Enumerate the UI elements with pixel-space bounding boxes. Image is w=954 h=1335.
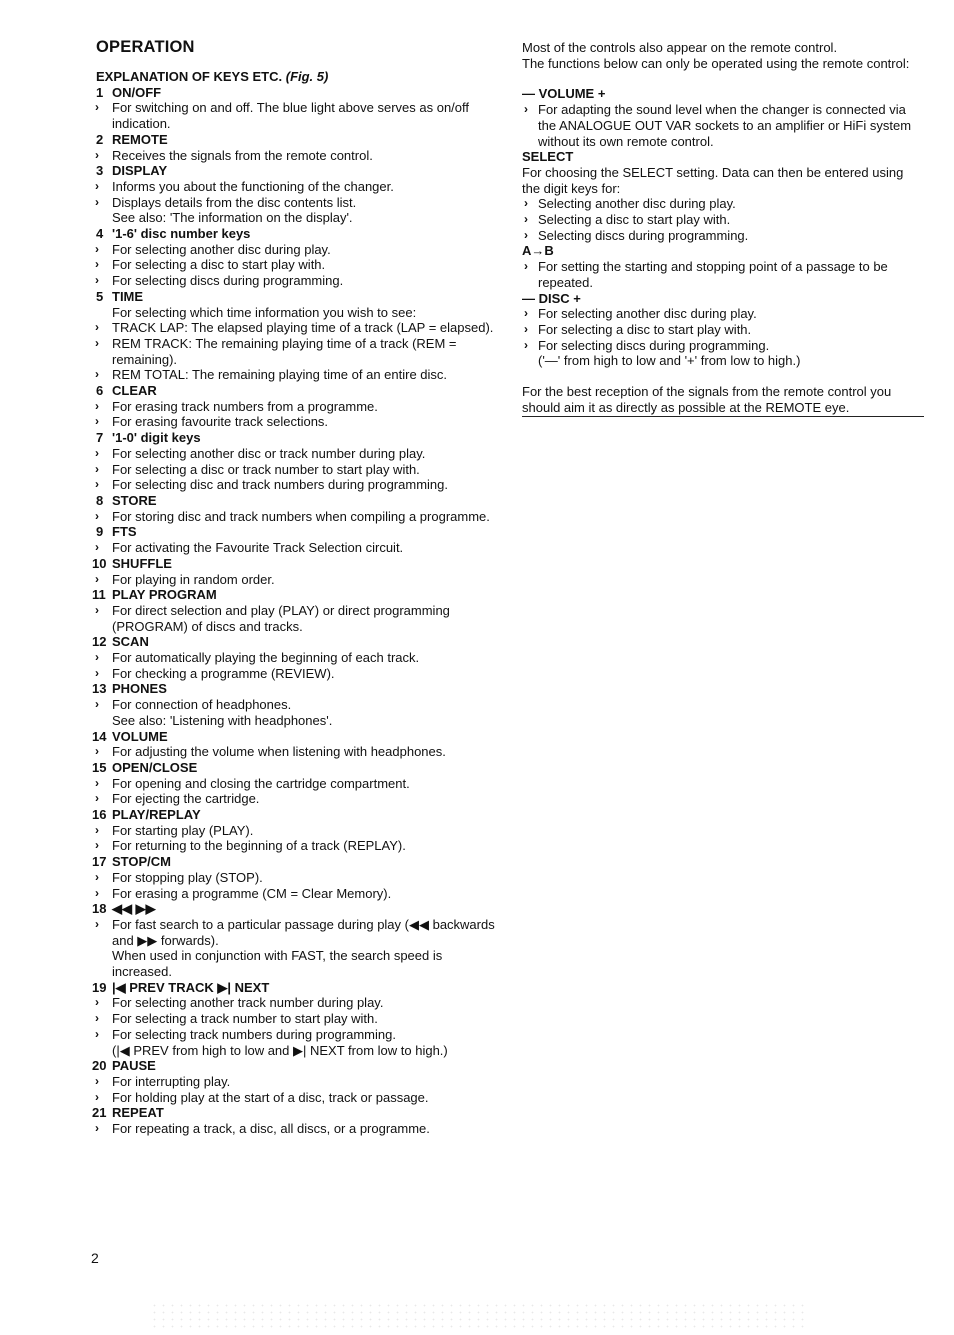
key-description-item xyxy=(92,650,500,666)
key-name: STOP/CM xyxy=(112,854,171,870)
key-description-item xyxy=(92,399,500,415)
key-name: TIME xyxy=(112,288,144,304)
key-description-item xyxy=(92,1074,500,1090)
bullet-marker: › xyxy=(95,320,99,335)
page-title: OPERATION xyxy=(96,38,195,56)
bullet-marker: › xyxy=(95,869,99,884)
key-heading xyxy=(92,132,500,148)
keys-list xyxy=(92,85,500,1137)
key-number: 11 xyxy=(92,587,106,603)
left-column xyxy=(92,38,500,1137)
key-description-item xyxy=(92,509,500,525)
key-description-text: For selecting disc and track numbers during programming. xyxy=(112,477,448,493)
key-number: 8 xyxy=(96,492,104,508)
bullet-marker: › xyxy=(95,367,99,382)
key-heading xyxy=(92,163,500,179)
disc-note: ('—' from high to low and '+' from low to high.) xyxy=(538,353,801,369)
key-note: (|◀ PREV from high to low and ▶| NEXT from low to high.) xyxy=(112,1042,448,1058)
select-item: › Selecting another disc during play. xyxy=(524,196,736,212)
key-description-item xyxy=(92,336,500,367)
key-description-text: For adjusting the volume when listening with headphones. xyxy=(112,744,446,760)
key-heading xyxy=(92,430,500,446)
key-heading xyxy=(92,901,500,917)
key-name: '1-6' disc number keys xyxy=(112,226,251,242)
bullet-marker: › xyxy=(95,257,99,272)
volume-item-text: For adapting the sound level when the changer is connected via the ANALOGUE OUT VAR sockets to an amplifier or HiFi system without its own remote control. xyxy=(538,102,912,149)
key-number: 6 xyxy=(96,383,104,399)
key-name: PAUSE xyxy=(112,1058,156,1074)
key-heading xyxy=(92,980,500,996)
key-description-item xyxy=(92,100,500,131)
bullet-marker: › xyxy=(95,791,99,806)
key-description-text: For opening and closing the cartridge compartment. xyxy=(112,775,410,791)
key-number: 17 xyxy=(92,854,107,870)
key-number: 10 xyxy=(92,555,107,571)
select-item: › Selecting a disc to start play with. xyxy=(524,212,731,228)
key-number: 21 xyxy=(92,1105,107,1121)
key-description-text: For interrupting play. xyxy=(112,1074,231,1089)
key-name: PLAY/REPLAY xyxy=(112,807,201,823)
figure-reference: (Fig. 5) xyxy=(285,69,329,84)
key-heading xyxy=(92,524,500,540)
bullet-marker: › xyxy=(95,273,99,288)
key-description-item xyxy=(92,1121,500,1137)
disc-heading: — DISC + xyxy=(522,290,581,306)
reception-note: For the best reception of the signals from the remote control you should aim it as directly as possible at the REMOTE eye. xyxy=(522,384,924,417)
key-description-text: For holding play at the start of a disc, track or passage. xyxy=(112,1089,429,1105)
key-heading xyxy=(92,807,500,823)
key-name: SHUFFLE xyxy=(112,555,172,571)
bullet-marker: › xyxy=(95,147,99,162)
key-note: For selecting which time information you wish to see: xyxy=(112,304,417,320)
key-description-item xyxy=(92,870,500,886)
key-heading xyxy=(92,383,500,399)
key-description-item xyxy=(92,572,500,588)
ab-heading: A→B xyxy=(522,243,554,259)
select-heading: SELECT xyxy=(522,149,574,165)
key-number: 7 xyxy=(96,430,104,446)
key-name: CLEAR xyxy=(112,383,157,399)
key-description-text: For ejecting the cartridge. xyxy=(112,791,260,807)
key-heading xyxy=(92,681,500,697)
key-heading xyxy=(92,1058,500,1074)
key-heading xyxy=(92,289,500,305)
key-description-text: For selecting a disc or track number to start play with. xyxy=(112,461,420,477)
key-description-text: For selecting another track number during play. xyxy=(112,995,384,1011)
key-description-item xyxy=(92,886,500,902)
bullet-marker: › xyxy=(95,1011,99,1026)
key-note: See also: 'The information on the display'. xyxy=(112,210,353,226)
key-description-text: TRACK LAP: The elapsed playing time of a track (LAP = elapsed). xyxy=(112,320,494,336)
key-number: 3 xyxy=(96,163,104,179)
key-description-text: REM TOTAL: The remaining playing time of an entire disc. xyxy=(112,367,448,383)
key-name: STORE xyxy=(112,492,157,508)
key-description-text: For storing disc and track numbers when compiling a programme. xyxy=(112,508,490,524)
key-number: 9 xyxy=(96,524,104,540)
bullet-marker: › xyxy=(95,1026,99,1041)
key-name: ON/OFF xyxy=(112,84,162,100)
bullet-marker: › xyxy=(95,885,99,900)
key-number: 1 xyxy=(96,84,104,100)
key-heading xyxy=(92,85,500,101)
bullet-marker: › xyxy=(95,508,99,523)
bullet-marker: › xyxy=(95,665,99,680)
bullet-marker: › xyxy=(95,1074,99,1088)
key-description-text: For selecting track numbers during programming. xyxy=(112,1026,396,1042)
key-description-item xyxy=(92,367,500,383)
key-number: 5 xyxy=(96,288,104,304)
volume-item xyxy=(522,102,924,149)
key-description-text: For starting play (PLAY). xyxy=(112,822,254,838)
disc-item: › For selecting discs during programming. xyxy=(524,337,770,353)
key-description-text: For checking a programme (REVIEW). xyxy=(112,665,335,681)
disc-item: › For selecting a disc to start play with. xyxy=(524,321,752,337)
key-name: DISPLAY xyxy=(112,163,168,179)
key-name: OPEN/CLOSE xyxy=(112,759,198,775)
key-description-item xyxy=(92,195,500,211)
key-number: 2 xyxy=(96,131,104,147)
select-item: › Selecting discs during programming. xyxy=(524,227,749,243)
key-heading xyxy=(92,1105,500,1121)
key-number: 15 xyxy=(92,759,107,775)
key-description-item xyxy=(92,995,500,1011)
key-description-text: For activating the Favourite Track Selection circuit. xyxy=(112,540,404,556)
bullet-marker: › xyxy=(95,445,99,460)
bullet-marker: › xyxy=(95,461,99,476)
page-number: 2 xyxy=(91,1250,99,1266)
key-heading xyxy=(92,556,500,572)
key-heading xyxy=(92,634,500,650)
remote-intro-1: Most of the controls also appear on the remote control. xyxy=(522,40,838,55)
bullet-marker: › xyxy=(95,100,99,115)
key-description-text: For returning to the beginning of a track (REPLAY). xyxy=(112,838,406,854)
section-subheading xyxy=(96,69,500,85)
key-description-text: For automatically playing the beginning of each track. xyxy=(112,650,420,666)
key-description-text: For playing in random order. xyxy=(112,571,275,587)
key-description-item xyxy=(92,242,500,258)
bullet-marker: › xyxy=(95,178,99,193)
key-description-text: For erasing favourite track selections. xyxy=(112,414,329,430)
key-description-text: For erasing a programme (CM = Clear Memory). xyxy=(112,885,392,901)
key-heading xyxy=(92,760,500,776)
key-description-item xyxy=(92,540,500,556)
key-description-item xyxy=(92,823,500,839)
key-description-item xyxy=(92,1011,500,1027)
key-description-item xyxy=(92,744,500,760)
bullet-marker: › xyxy=(95,602,99,617)
bullet-marker: › xyxy=(95,650,99,665)
key-description-text: Receives the signals from the remote control. xyxy=(112,147,373,163)
ab-item: › For setting the starting and stopping point of a passage to be repeated. xyxy=(524,259,888,290)
key-description-item xyxy=(92,320,500,336)
bullet-marker: › xyxy=(95,194,99,209)
bullet-marker: › xyxy=(95,1089,99,1104)
bullet-marker: › xyxy=(95,571,99,586)
volume-heading: — VOLUME + xyxy=(522,86,606,102)
bullet-marker: › xyxy=(95,995,99,1010)
key-number: 13 xyxy=(92,681,107,697)
key-description-text: For stopping play (STOP). xyxy=(112,869,263,885)
bullet-marker: › xyxy=(95,744,99,759)
key-description-item xyxy=(92,1027,500,1043)
key-description-item xyxy=(92,179,500,195)
key-number: 14 xyxy=(92,728,107,744)
right-column xyxy=(522,40,924,417)
key-description-item xyxy=(92,666,500,682)
key-description-item xyxy=(92,477,500,493)
bullet-marker: › xyxy=(95,540,99,555)
key-name: SCAN xyxy=(112,634,149,650)
key-note: See also: 'Listening with headphones'. xyxy=(112,712,333,728)
bullet-marker: › xyxy=(95,335,99,350)
select-text: For choosing the SELECT setting. Data can then be entered using the digit keys for: xyxy=(522,164,904,196)
key-heading xyxy=(92,493,500,509)
key-description-text: For fast search to a particular passage during play (◀◀ backwards and ▶▶ forwards). xyxy=(112,916,495,948)
key-number: 19 xyxy=(92,979,107,995)
key-heading xyxy=(92,587,500,603)
key-name: ◀◀ ▶▶ xyxy=(112,901,156,917)
key-description-text: For direct selection and play (PLAY) or direct programming (PROGRAM) of discs and tracks. xyxy=(112,602,450,634)
key-description-text: For selecting a track number to start play with. xyxy=(112,1011,378,1027)
key-description-item xyxy=(92,917,500,948)
key-heading xyxy=(92,226,500,242)
key-number: 16 xyxy=(92,807,107,823)
key-name: VOLUME xyxy=(112,728,168,744)
key-description-text: For switching on and off. The blue light above serves as on/off indication. xyxy=(112,100,469,132)
key-description-text: Informs you about the functioning of the changer. xyxy=(112,178,394,194)
bullet-marker: › xyxy=(524,102,528,117)
key-description-item xyxy=(92,697,500,713)
key-description-item xyxy=(92,776,500,792)
key-description-text: For selecting discs during programming. xyxy=(112,273,344,289)
bullet-marker: › xyxy=(95,241,99,256)
bullet-marker: › xyxy=(95,477,99,492)
key-name: '1-0' digit keys xyxy=(112,430,201,446)
disc-item: › For selecting another disc during play. xyxy=(524,306,757,322)
key-description-item xyxy=(92,273,500,289)
bullet-marker: › xyxy=(95,414,99,429)
subheading-text: EXPLANATION OF KEYS ETC. xyxy=(96,69,283,84)
key-description-text: For connection of headphones. xyxy=(112,697,292,713)
bullet-marker: › xyxy=(95,1121,99,1136)
key-heading xyxy=(92,854,500,870)
key-description-text: For repeating a track, a disc, all discs, or a programme. xyxy=(112,1121,430,1137)
key-description-item xyxy=(92,257,500,273)
key-description-item xyxy=(92,603,500,634)
key-description-item xyxy=(92,1090,500,1106)
key-name: PHONES xyxy=(112,681,167,697)
key-name: PLAY PROGRAM xyxy=(112,587,217,603)
key-number: 20 xyxy=(92,1058,107,1074)
key-name: REPEAT xyxy=(112,1105,164,1121)
bullet-marker: › xyxy=(95,838,99,853)
key-description-item xyxy=(92,148,500,164)
key-description-text: REM TRACK: The remaining playing time of a track (REM = remaining). xyxy=(112,335,457,367)
key-name: FTS xyxy=(112,524,137,540)
key-description-text: Displays details from the disc contents list. xyxy=(112,194,357,210)
key-description-item xyxy=(92,414,500,430)
bullet-marker: › xyxy=(95,916,99,931)
bullet-marker: › xyxy=(95,697,99,712)
key-number: 18 xyxy=(92,901,107,917)
key-note: When used in conjunction with FAST, the search speed is increased. xyxy=(112,948,443,980)
key-description-text: For selecting another disc or track number during play. xyxy=(112,445,426,461)
bullet-marker: › xyxy=(95,398,99,413)
key-name: |◀ PREV TRACK ▶| NEXT xyxy=(112,979,270,995)
key-description-text: For selecting another disc during play. xyxy=(112,241,331,257)
key-heading xyxy=(92,729,500,745)
bullet-marker: › xyxy=(95,775,99,790)
key-name: REMOTE xyxy=(112,131,168,147)
bullet-marker: › xyxy=(95,822,99,837)
key-description-item xyxy=(92,791,500,807)
key-description-item xyxy=(92,446,500,462)
key-description-text: For selecting a disc to start play with. xyxy=(112,257,326,273)
key-description-item xyxy=(92,838,500,854)
key-description-item xyxy=(92,462,500,478)
key-number: 12 xyxy=(92,634,107,650)
key-description-text: For erasing track numbers from a programme. xyxy=(112,398,378,414)
scan-noise xyxy=(150,1302,810,1332)
key-number: 4 xyxy=(96,226,104,242)
remote-intro-2: The functions below can only be operated using the remote control: xyxy=(522,55,910,71)
